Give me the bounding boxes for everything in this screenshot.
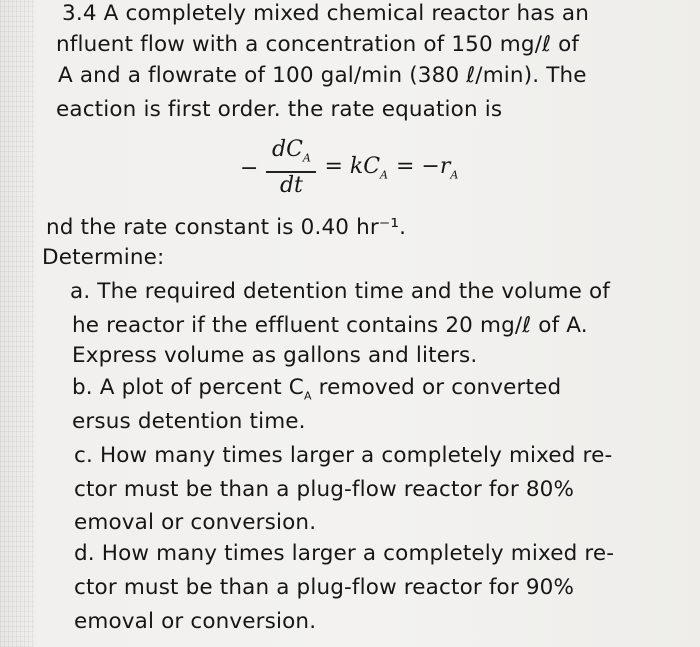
problem-line-12: c. How many times larger a completely mixed re- [74, 443, 613, 468]
problem-line-14: emoval or conversion. [74, 510, 317, 535]
problem-line-7: a. The required detention time and the volume of [70, 279, 610, 304]
problem-line-17: emoval or conversion. [74, 609, 317, 634]
problem-line-6: Determine: [42, 245, 165, 270]
problem-line-2: nfluent flow with a concentration of 150 mg/ℓ of [56, 32, 580, 57]
problem-line-11: ersus detention time. [72, 409, 306, 434]
formula-rate: = $kC_A$ [324, 154, 388, 182]
problem-line-16: ctor must be than a plug-flow reactor for 90% [74, 575, 575, 600]
problem-line-9: Express volume as gallons and liters. [72, 343, 478, 368]
problem-line-8: he reactor if the effluent contains 20 mg/ℓ of A. [72, 313, 588, 338]
formula-fraction [266, 137, 316, 199]
problem-line-5: nd the rate constant is 0.40 hr⁻¹. [46, 215, 407, 240]
problem-line-10: b. A plot of percent $C_A$ removed or converted [72, 375, 562, 403]
formula-numerator: $dC_A$ [272, 136, 311, 165]
problem-line-13: ctor must be than a plug-flow reactor for 80% [74, 477, 575, 502]
problem-line-15: d. How many times larger a completely mixed re- [74, 541, 615, 566]
formula-minus: − [240, 155, 259, 181]
problem-line-4: eaction is first order. the rate equation is [56, 97, 503, 122]
page-edge-texture [0, 0, 34, 647]
problem-line-3: A and a flowrate of 100 gal/min (380 ℓ/min). The [58, 63, 587, 88]
formula-tail: = $-r_A$ [395, 154, 459, 182]
problem-line-1: 3.4 A completely mixed chemical reactor has an [62, 1, 589, 26]
formula-denominator: dt [279, 173, 303, 199]
rate-equation [240, 136, 458, 200]
